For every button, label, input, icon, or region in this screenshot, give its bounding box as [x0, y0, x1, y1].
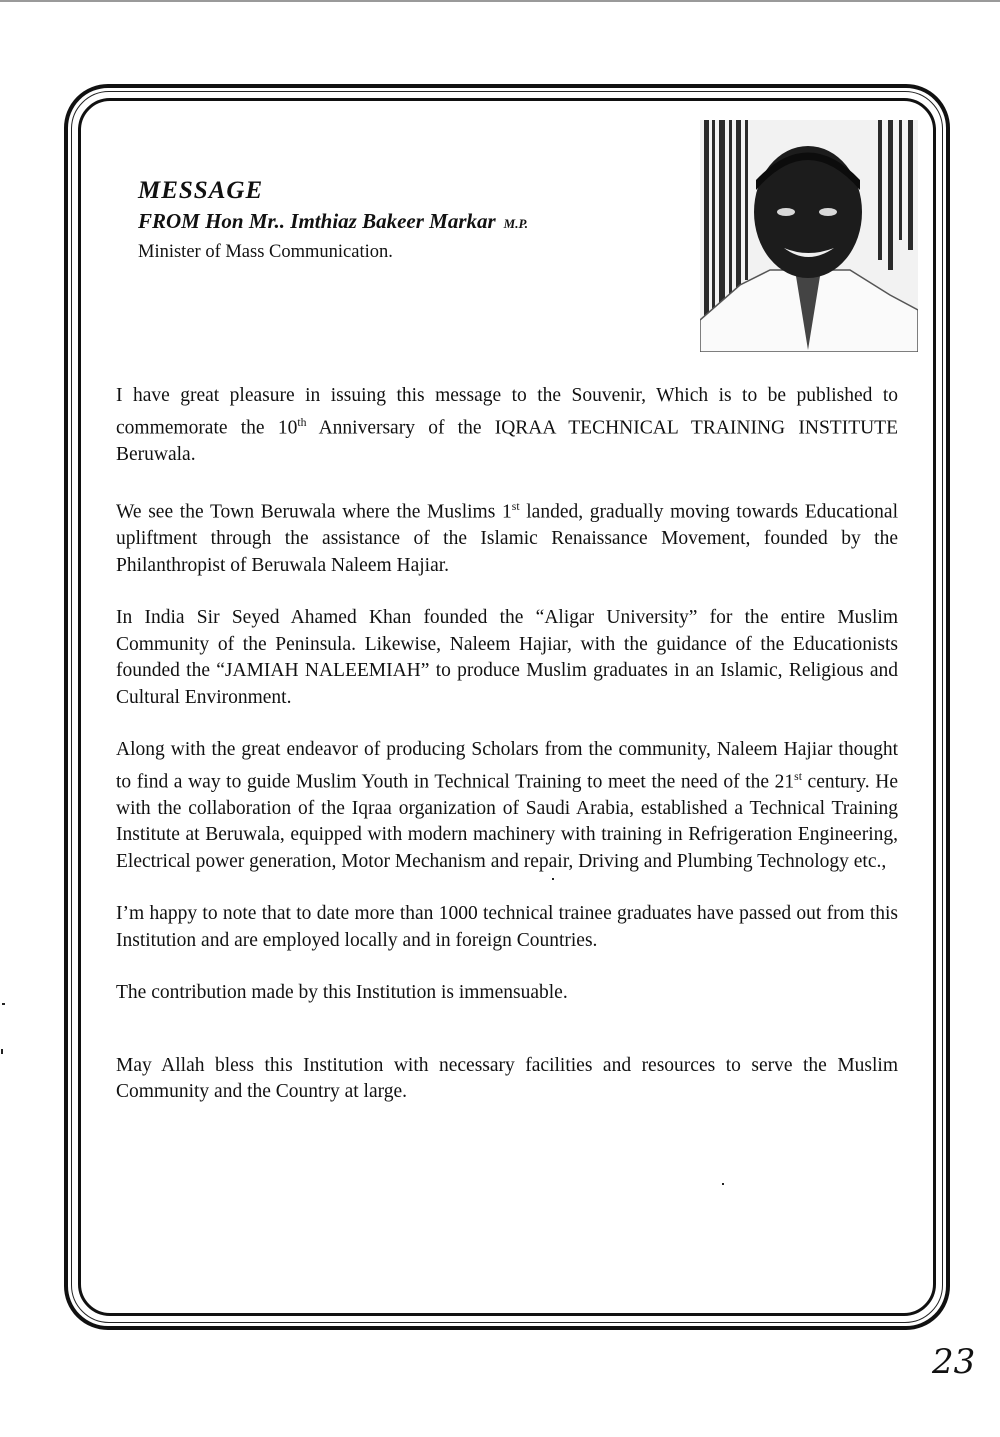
- scan-speck: [722, 1183, 724, 1185]
- paragraph: I’m happy to note that to date more than 1000 technical trainee graduates have passed out from this Institution and are employed locally and in foreign Countries.: [116, 903, 898, 951]
- message-heading: [138, 176, 528, 265]
- portrait-photo: [700, 120, 918, 352]
- paragraph: In India Sir Seyed Ahamed Khan founded the “Aligar University” for the entire Muslim Community of the Peninsula. Likewise, Naleem Hajiar, with the guidance of the Educationists founded the “JAMIAH NALEEMIAH” to produce Muslim graduates in an Islamic, Religious and Cultural Environment.: [116, 607, 898, 708]
- message-title: MESSAGE: [138, 177, 264, 204]
- scan-speck: [1, 1049, 3, 1054]
- scan-top-edge: [0, 0, 1000, 2]
- handwritten-page-number: 23: [932, 1342, 976, 1382]
- scan-speck: [552, 878, 554, 880]
- scan-speck: [2, 1003, 5, 1005]
- message-body: [116, 383, 898, 1132]
- paragraph: May Allah bless this Institution with necessary facilities and resources to serve the Muslim Community and the Country at large.: [116, 1054, 898, 1102]
- message-author-line: [138, 206, 528, 239]
- paragraph: I have great pleasure in issuing this message to the Souvenir, Which is to be published to commemorate the 10th Anniversary of the IQRAA TECHNICAL TRAINING INSTITUTE Beruwala.: [116, 385, 899, 465]
- paragraph: The contribution made by this Institution is immensuable.: [116, 982, 568, 1003]
- paragraph: We see the Town Beruwala where the Muslims 1st landed, gradually moving towards Educational upliftment through the assistance of the Islamic Renaissance Movement, founded by the Philanthropist of Beruwala Naleem Hajiar.: [116, 500, 898, 576]
- message-author: FROM Hon Mr.. Imthiaz Bakeer Markar: [138, 209, 496, 233]
- portrait-photo-image: [700, 120, 918, 352]
- author-suffix: M.P.: [503, 216, 528, 231]
- paragraph: Along with the great endeavor of producing Scholars from the community, Naleem Hajiar thought to find a way to guide Muslim Youth in Technical Training to meet the need of the 21st century. He with the collaboration of the Iqraa organization of Saudi Arabia, established a Technical Training Institute at Beruwala, equipped with modern machinery with training in Refrigeration Engineering, Electrical power generation, Motor Mechanism and repair, Driving and Plumbing Technology etc.,: [116, 739, 898, 872]
- author-role: Minister of Mass Communication.: [138, 242, 393, 262]
